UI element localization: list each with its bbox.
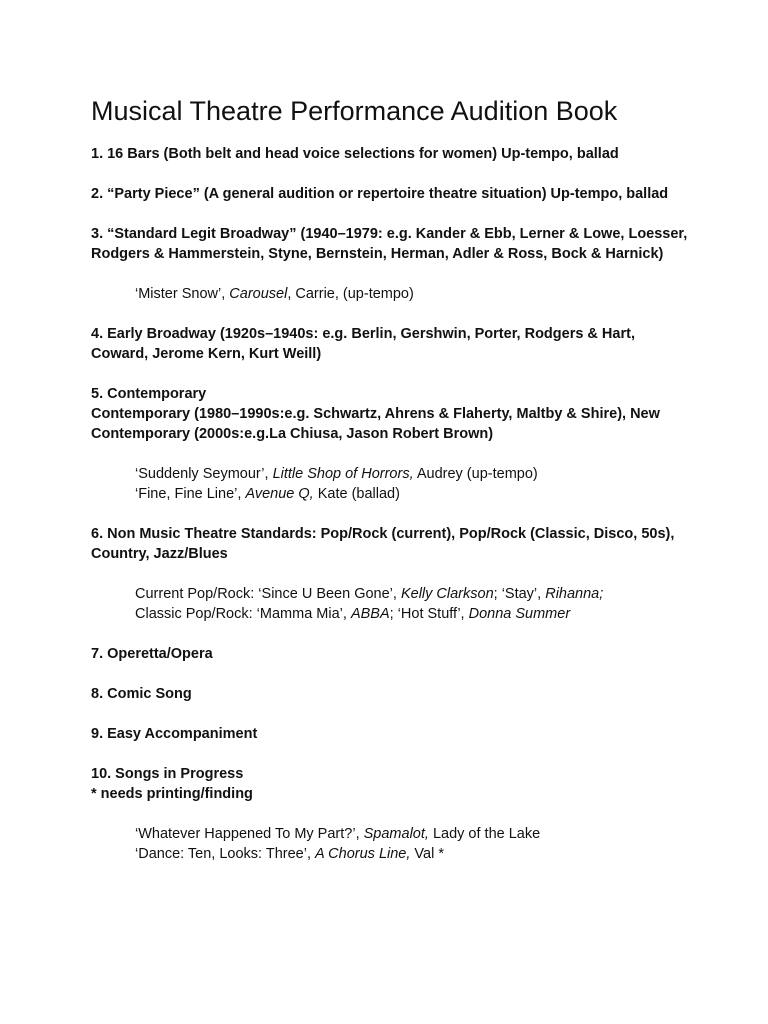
song-line [135,464,691,484]
list-item-6 [91,524,691,564]
song-title: ‘Fine, Fine Line’, [135,486,246,502]
song-title: ‘Mister Snow’, [135,286,230,302]
artist-name: Donna Summer [468,606,571,622]
item-10-songs [135,824,691,864]
song-line [135,584,691,604]
item-4-text: 4. Early Broadway (1920s–1940s: e.g. Berlin, Gershwin, Porter, Rodgers & Hart, Coward, Jerome Kern, Kurt Weill) [91,326,635,362]
song-role: Audrey (up-tempo) [413,466,538,482]
item-5-detail: Contemporary (1980–1990s:e.g. Schwartz, Ahrens & Flaherty, Maltby & Shire), New Contemporary (2000s:e.g.La Chiusa, Jason Robert Brown) [91,406,660,442]
item-3-songs [135,284,691,304]
song-line [135,484,691,504]
item-2-text: 2. “Party Piece” (A general audition or repertoire theatre situation) Up-tempo, ballad [91,186,669,202]
show-title: Carousel [229,286,288,302]
show-title: Little Shop of Horrors, [272,466,414,482]
song-title: ; ‘Stay’, [493,586,546,602]
list-item-9 [91,724,691,744]
list-item-3 [91,224,691,264]
show-title: Avenue Q, [245,486,314,502]
item-1-text: 1. 16 Bars (Both belt and head voice selections for women) Up-tempo, ballad [91,146,619,162]
document-title: Musical Theatre Performance Audition Book [91,96,618,126]
song-role: , Carrie, (up-tempo) [287,286,414,302]
song-title: ; ‘Hot Stuff’, [389,606,469,622]
item-7-text: 7. Operetta/Opera [91,646,213,662]
song-role: Lady of the Lake [428,826,541,842]
item-9-text: 9. Easy Accompaniment [91,726,258,742]
show-title: Spamalot, [363,826,429,842]
artist-name: Rihanna; [545,586,604,602]
list-item-1 [91,144,691,164]
item-5-songs [135,464,691,504]
song-role: Kate (ballad) [313,486,400,502]
artist-name: ABBA [350,606,390,622]
artist-name: Kelly Clarkson [400,586,494,602]
song-role: Val * [410,846,444,862]
document-page [91,94,691,884]
list-item-2 [91,184,691,204]
song-title: ‘Dance: Ten, Looks: Three’, [135,846,316,862]
song-line [135,844,691,864]
list-item-5 [91,384,691,444]
list-item-8 [91,684,691,704]
song-title: ‘Whatever Happened To My Part?’, [135,826,364,842]
item-8-text: 8. Comic Song [91,686,192,702]
song-title: Classic Pop/Rock: ‘Mamma Mia’, [135,606,351,622]
item-10-heading: 10. Songs in Progress [91,766,244,782]
list-item-10 [91,764,691,804]
item-10-note: * needs printing/finding [91,786,253,802]
list-item-7 [91,644,691,664]
item-5-heading: 5. Contemporary [91,386,207,402]
song-title: Current Pop/Rock: ‘Since U Been Gone’, [135,586,401,602]
song-line [135,284,691,304]
song-title: ‘Suddenly Seymour’, [135,466,273,482]
song-line [135,604,691,624]
show-title: A Chorus Line, [315,846,411,862]
item-6-text: 6. Non Music Theatre Standards: Pop/Rock (current), Pop/Rock (Classic, Disco, 50s), Country, Jazz/Blues [91,526,675,562]
song-line [135,824,691,844]
item-3-text: 3. “Standard Legit Broadway” (1940–1979: e.g. Kander & Ebb, Lerner & Lowe, Loesser, Rodgers & Hammerstein, Styne, Bernstein, Herman, Adler & Ross, Bock & Harnick) [91,226,688,262]
list-item-4 [91,324,691,364]
item-6-songs [135,584,691,624]
